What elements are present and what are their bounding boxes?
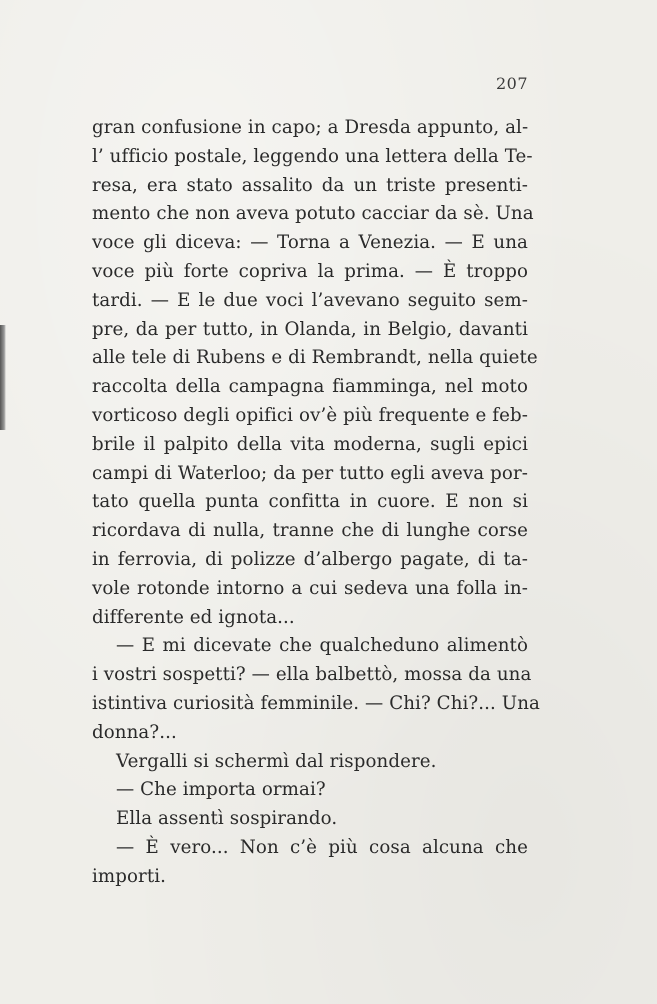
- text-line: alle tele di Rubens e di Rembrandt, nella quiete: [92, 347, 538, 369]
- text-line: — Che importa ormai?: [116, 779, 326, 801]
- text-line: donna?...: [92, 721, 177, 743]
- text-line: brile il palpito della vita moderna, sugli epici: [92, 433, 528, 455]
- text-line: importi.: [92, 865, 167, 887]
- text-line: — E mi dicevate che qualcheduno alimentò: [116, 635, 528, 657]
- text-line: voce più forte copriva la prima. — È troppo: [92, 260, 528, 282]
- text-line: campi di Waterloo; da per tutto egli aveva por-: [92, 462, 528, 484]
- text-line: mento che non aveva potuto cacciar da sè. Una: [92, 203, 534, 225]
- text-line: raccolta della campagna fiamminga, nel moto: [92, 376, 528, 398]
- page-number: 207: [496, 74, 529, 93]
- text-line: tato quella punta confitta in cuore. E non si: [92, 491, 528, 513]
- text-line: l’ ufficio postale, leggendo una lettera della Te-: [92, 145, 533, 167]
- body-text: [92, 114, 540, 892]
- text-line: Vergalli si schermì dal rispondere.: [116, 750, 437, 772]
- text-line: resa, era stato assalito da un triste presenti-: [92, 174, 528, 196]
- text-line: Ella assentì sospirando.: [116, 808, 338, 830]
- text-line: differente ed ignota...: [92, 606, 295, 628]
- text-line: voce gli diceva: — Torna a Venezia. — E una: [92, 232, 528, 254]
- page-edge-mark: [0, 325, 6, 430]
- text-line: istintiva curiosità femminile. — Chi? Chi?... Una: [92, 692, 540, 714]
- text-line: tardi. — E le due voci l’avevano seguito sem-: [92, 289, 528, 311]
- text-line: i vostri sospetti? — ella balbettò, mossa da una: [92, 664, 532, 686]
- text-line: vole rotonde intorno a cui sedeva una folla in-: [92, 577, 528, 599]
- text-line: gran confusione in capo; a Dresda appunto, al-: [92, 117, 529, 138]
- text-line: vorticoso degli opifici ov’è più frequente e feb-: [92, 404, 528, 426]
- text-line: ricordava di nulla, tranne che di lunghe corse: [92, 520, 528, 542]
- text-line: — È vero... Non c’è più cosa alcuna che: [116, 836, 528, 858]
- text-line: pre, da per tutto, in Olanda, in Belgio, davanti: [92, 318, 528, 340]
- text-line: in ferrovia, di polizze d’albergo pagate, di ta-: [92, 548, 528, 570]
